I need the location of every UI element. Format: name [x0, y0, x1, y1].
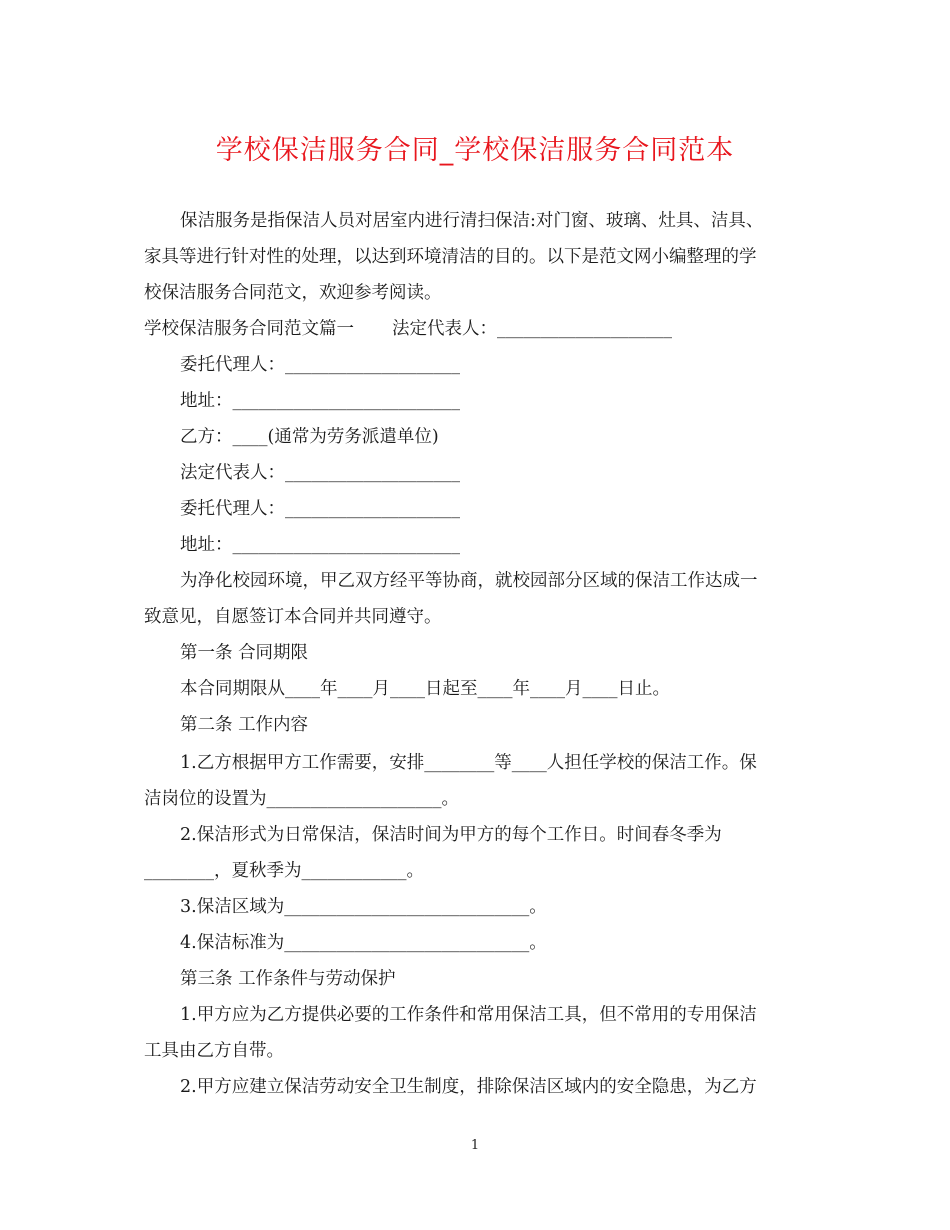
- party-a-agent: 委托代理人：____________________: [180, 355, 460, 375]
- article2-item1-line2: 洁岗位的设置为____________________。: [144, 789, 459, 809]
- article3-item1-line1: 1.甲方应为乙方提供必要的工作条件和常用保洁工具，但不常用的专用保洁: [180, 1005, 757, 1025]
- article2-item1-line1: 1.乙方根据甲方工作需要，安排________等____人担任学校的保洁工作。保: [180, 753, 757, 773]
- intro-line-2: 家具等进行针对性的处理，以达到环境清洁的目的。以下是范文网小编整理的学: [144, 247, 757, 267]
- party-b-agent: 委托代理人：____________________: [180, 499, 460, 519]
- party-b-address: 地址：__________________________: [180, 535, 460, 555]
- intro-line-1: 保洁服务是指保洁人员对居室内进行清扫保洁:对门窗、玻璃、灶具、洁具、: [180, 211, 764, 231]
- intro-line-3: 校保洁服务合同范文，欢迎参考阅读。: [144, 283, 442, 303]
- article2-item2-line2: ________，夏秋季为____________。: [144, 861, 424, 881]
- article1-heading: 第一条 合同期限: [180, 643, 309, 663]
- party-b-legal-rep: 法定代表人：____________________: [180, 463, 460, 483]
- party-a-address: 地址：__________________________: [180, 391, 460, 411]
- page-number: 1: [470, 1138, 480, 1153]
- article1-text: 本合同期限从____年____月____日起至____年____月____日止。: [180, 679, 670, 699]
- party-a-legal-rep: 法定代表人：____________________: [392, 319, 672, 339]
- party-b-name: 乙方：____(通常为劳务派遣单位): [180, 427, 439, 447]
- section-heading: 学校保洁服务合同范文篇一: [144, 319, 354, 339]
- article3-item2-line1: 2.甲方应建立保洁劳动安全卫生制度，排除保洁区域内的安全隐患，为乙方: [180, 1077, 757, 1097]
- section-heading-row: [144, 315, 672, 340]
- document-title: 学校保洁服务合同_学校保洁服务合同范本: [215, 135, 735, 166]
- article2-heading: 第二条 工作内容: [180, 715, 309, 735]
- article2-item2-line1: 2.保洁形式为日常保洁，保洁时间为甲方的每个工作日。时间春冬季为: [180, 825, 722, 845]
- article3-heading: 第三条 工作条件与劳动保护: [180, 969, 396, 989]
- preamble-line-2: 致意见，自愿签订本合同并共同遵守。: [144, 607, 442, 627]
- article2-item4: 4.保洁标准为____________________________。: [180, 933, 547, 953]
- article3-item1-line2: 工具由乙方自带。: [144, 1041, 284, 1061]
- article2-item3: 3.保洁区域为____________________________。: [180, 897, 547, 917]
- preamble-line-1: 为净化校园环境，甲乙双方经平等协商，就校园部分区域的保洁工作达成一: [180, 571, 758, 591]
